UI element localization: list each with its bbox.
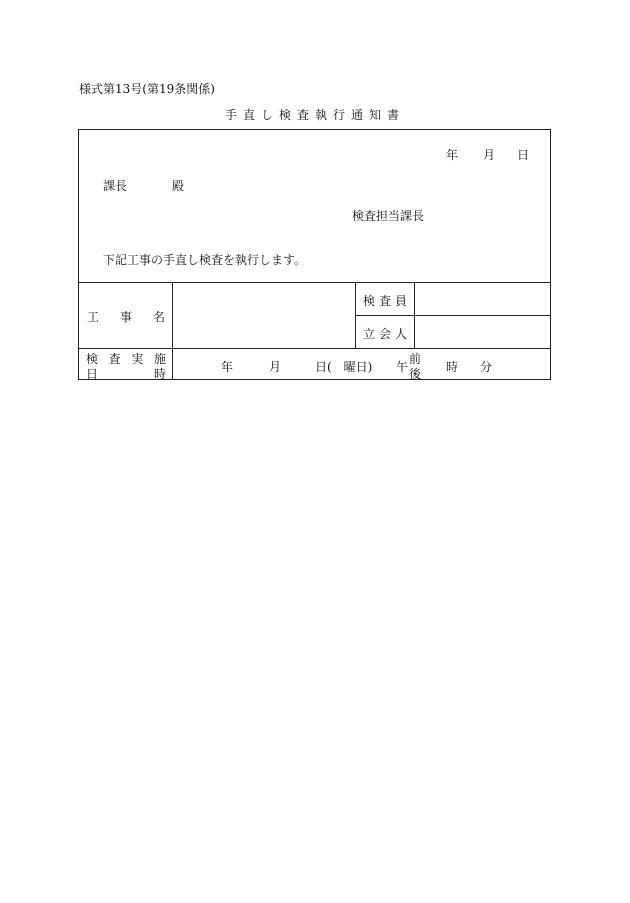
datetime-month-label: 月	[269, 360, 282, 374]
sender-title: 検査担当課長	[352, 209, 425, 223]
work-name-label	[87, 308, 165, 325]
inspector-char-1: 検	[363, 294, 376, 308]
datetime-hour-label: 時	[446, 360, 459, 374]
datetime-label-char-5: 日	[86, 367, 99, 381]
datetime-row-divider	[79, 348, 550, 349]
datetime-ampm-prefix: 午	[396, 360, 409, 374]
inspector-label	[363, 292, 407, 309]
datetime-year-label: 年	[221, 360, 234, 374]
witness-char-1: 立	[363, 327, 376, 341]
datetime-am-option: 前	[409, 352, 422, 366]
inspector-char-3: 員	[394, 294, 407, 308]
witness-field[interactable]	[415, 316, 550, 348]
datetime-label-char-2: 査	[108, 352, 121, 366]
work-name-char-3: 名	[152, 310, 165, 324]
date-year-label: 年	[446, 148, 459, 162]
inspection-datetime-label-line2	[86, 365, 166, 382]
datetime-pm-option: 後	[409, 367, 422, 381]
inspector-label-left-divider	[355, 282, 356, 348]
datetime-label-char-3: 実	[131, 352, 144, 366]
form-number-label: 様式第13号(第19条関係)	[79, 82, 215, 96]
document-title: 手直し検査執行通知書	[224, 108, 405, 122]
body-text: 下記工事の手直し検査を執行します。	[103, 253, 307, 267]
datetime-day-weekday-label: 日( 曜日)	[315, 360, 373, 374]
datetime-label-char-6: 時	[153, 367, 166, 381]
addressee-title: 課長	[103, 179, 128, 193]
datetime-minute-label: 分	[480, 360, 493, 374]
witness-char-2: 会	[378, 327, 391, 341]
datetime-label-char-4: 施	[153, 352, 166, 366]
addressee-honorific: 殿	[172, 179, 185, 193]
inspector-field[interactable]	[415, 283, 550, 315]
datetime-label-char-1: 検	[86, 352, 99, 366]
work-name-char-2: 事	[119, 310, 132, 324]
witness-char-3: 人	[394, 327, 407, 341]
work-name-field[interactable]	[173, 283, 355, 348]
notice-form	[78, 129, 551, 380]
witness-label	[363, 325, 407, 342]
work-name-char-1: 工	[87, 310, 100, 324]
date-month-label: 月	[483, 148, 496, 162]
date-day-label: 日	[517, 148, 530, 162]
inspector-char-2: 査	[378, 294, 391, 308]
